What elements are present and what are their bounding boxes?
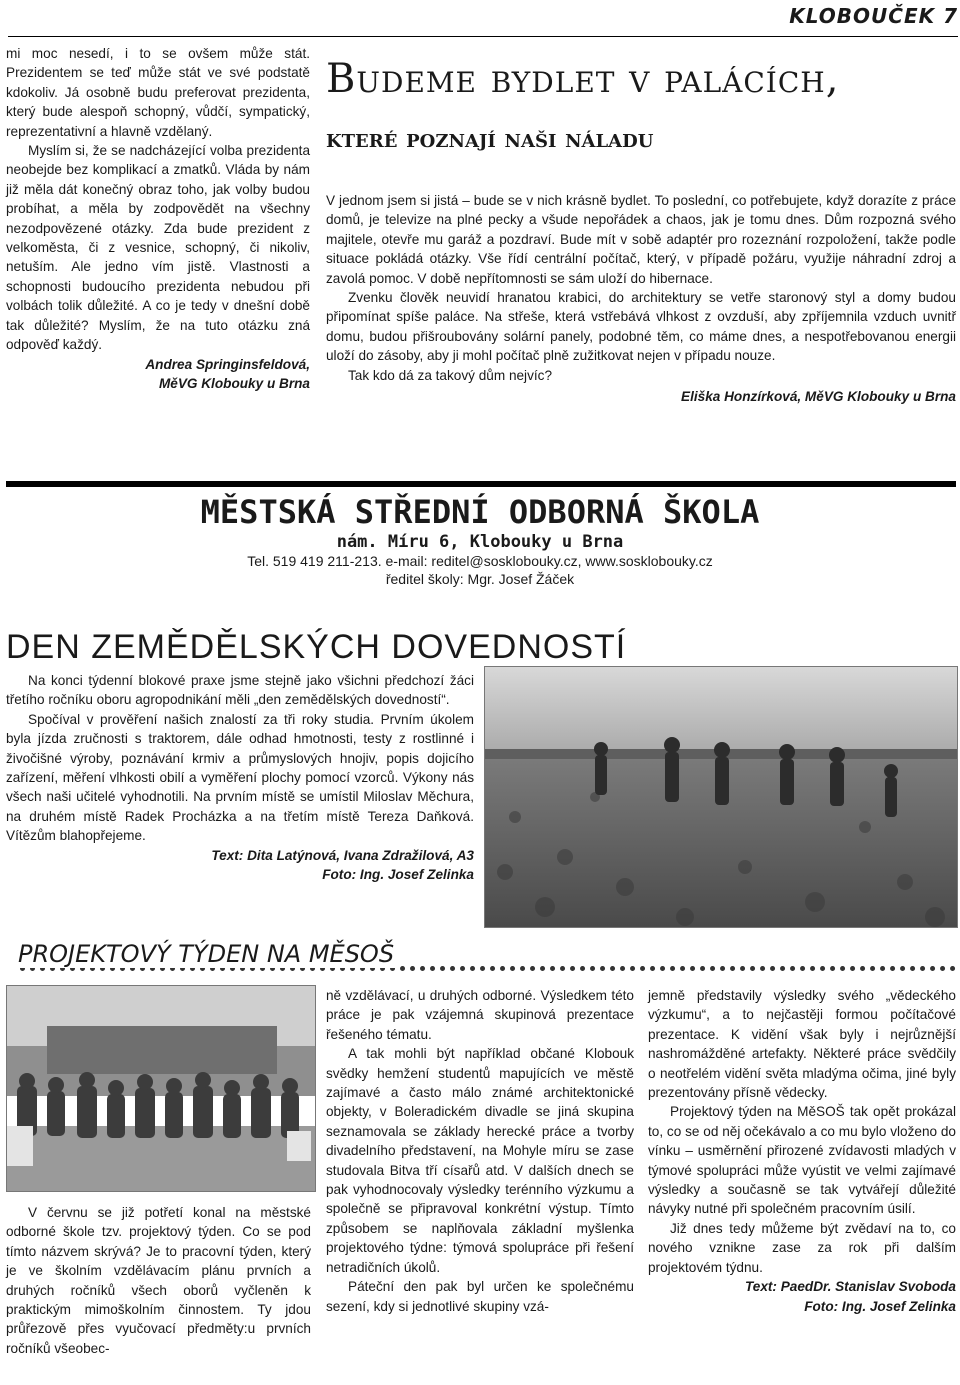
article-paragraph: Myslím si, že se nadcházející volba prezidenta neobejde bez komplikací a zmatků. Vláda by nám již měla dát konečný obraz toho, jak volby budou probíhat, a měla by zodpovědět na všechny nezodpovězené otázky. Zda bude prezident z velkoměsta, či z vesnice, schopný, či nikoliv, netuším. Ale jedno vím jistě. Vlastnosti a schopnosti budoucího prezidenta nebudou při volbách tolik důležité. A co je tedy v dnešní době tak důležité? Myslím, že na tuto otázku zná odpověď každý. [6, 143, 310, 353]
article-project-col3 [648, 986, 956, 1316]
article-paragraph: Spočíval v prověření našich znalostí za tři roky studia. Prvním úkolem byla jízda zručnosti s traktorem, dále odhad hmotnosti, testy z rostlinné i živočišné výroby, poznávání krmiv a průmyslových hnojiv, popis dojicího zařízení, měření vlhkosti obilí a vyměření plochy pomocí vzorců. Výkony nás všech naši učitelé vyhodnotili. Na prvním místě se umístil Miloslav Měchura, na druhém místě Radek Procházka a na třetím místě Tereza Daňková. Vítězům blahopřejeme. [6, 711, 474, 844]
field-work-photo [484, 666, 958, 928]
group-photo [6, 985, 316, 1192]
article-paragraph: V jednom jsem si jistá – bude se v nich krásně bydlet. To poslední, co potřebujete, když dorazíte z práce domů, je televize na plné pecky a všude nepořádek a chaos, jak je tomu dnes. Dům rozpozná svého majitele, otevře mu garáž a pozdraví. Bude mít v sobě adaptér pro rozeznání rozpoložení, takže podle situace pokládá otázky. Vše řídí centrální počítač, který, v případě požáru, využije náhradní zdroj a zavolá pomoc. V době nepřítomnosti se sám uloží do hibernace. [326, 193, 956, 286]
article-paragraph: Tak kdo dá za takový dům nejvíc? [348, 367, 553, 383]
article-paragraph: mi moc nesedí, i to se ovšem může stát. Prezidentem se teď může stát ve své podstatě kdokoliv. Já osobně budu preferovat prezidenta, který bude alespoň schopný, vůdčí, sympatický, reprezentativní a hlavně vzdělaný. [6, 46, 310, 139]
article-paragraph: Na konci týdenní blokové praxe jsme stejně jako všichni předchozí žáci třetího ročníku oboru agropodnikání měli „den zemědělských dovedností“. [6, 673, 474, 708]
article-paragraph: Zvenku člověk neuvidí hranatou krabici, do architektury se vetře staronový styl a domy budou připomínat spíše paláce. Na střeše, která vstřebává vlhkost z ovzduší, aby zpříjemnila vzduch uvnitř domu, budou přišroubovány solární panely, podobné těm, co máme dnes, a nespotřebovanou energii uloží do zásoby, aby ji mohl počítač plně zužitkovat nejen v případu nouze. [326, 290, 956, 364]
article-text-credit: Text: PaedDr. Stanislav Svoboda [744, 1279, 956, 1295]
school-name: MĚSTSKÁ STŘEDNÍ ODBORNÁ ŠKOLA [200, 493, 760, 531]
field-photo-image [485, 667, 957, 927]
article-palaces-body [326, 191, 956, 406]
article-photo-credit: Foto: Ing. Josef Zelinka [804, 1298, 956, 1314]
page-label: KLOBOUČEK 7 [789, 4, 958, 28]
article-skills-body [6, 671, 474, 884]
school-banner [0, 481, 960, 596]
school-contact: Tel. 519 419 211-213. e-mail: reditel@sosklobouky.cz, www.sosklobouky.cz [247, 553, 713, 569]
article-paragraph: jemně představily výsledky svého „vědeckého výzkumu“, a to nejčastěji formou počítačové prezentace. K vidění však byly i nejrůznější nashromážděné artefakty. Některé práce svědčily o neotřelém vidění světa mladýma očima, jiné byly prezentovány přísně vědecky. [648, 988, 956, 1101]
article-paragraph: ně vzdělávací, u druhých odborné. Výsledkem této práce je pak vzájemná skupinová prezentace řešeného tématu. [326, 988, 634, 1042]
school-director: ředitel školy: Mgr. Josef Žáček [385, 571, 575, 587]
article-skills-title: DEN ZEMĚDĚLSKÝCH DOVEDNOSTÍ [6, 628, 627, 666]
article-president-column [6, 44, 310, 393]
article-paragraph: Páteční den pak byl určen ke společnému sezení, kdy si jednotlivé skupiny vzá- [326, 1279, 634, 1314]
article-palaces-subtitle: které poznají naši náladu [326, 124, 654, 153]
banner-top-rule [6, 481, 956, 487]
page-header [8, 0, 958, 37]
article-paragraph: V červnu se již potřetí konal na městské odborné škole tzv. projektový týden. Co se pod tímto názvem skrývá? Je to pracovní týden, který je ve školním vzdělávacím plánu prvních a druhých ročníků všech oborů vyčleněn k praktickým mimoškolním činnostem. Ty jdou průřezově přes vyučovací předměty:u prvních ročníků všeobec- [6, 1205, 311, 1356]
article-paragraph: Projektový týden na MěSOŠ tak opět prokázal to, co se od něj očekávalo a co mu bylo vloženo do vínku – usměrnění přirozené zvídavosti mladých v týmové spolupráci může vyústit ve velmi zajímavé výsledky a současně se tak vytvářejí důležité návyky nutné při společném pracovním úsilí. [648, 1104, 956, 1217]
article-paragraph: Již dnes tedy můžeme být zvědaví na to, co nového vznikne zase za rok při dalším projektovém týdnu. [648, 1220, 956, 1275]
article-signature: Eliška Honzírková, MěVG Klobouky u Brna [681, 389, 956, 405]
article-palaces-title: Budeme bydlet v palácích, [326, 56, 840, 102]
article-project-col2 [326, 986, 634, 1316]
article-photo-credit: Foto: Ing. Josef Zelinka [322, 867, 474, 883]
article-text-credit: Text: Dita Latýnová, Ivana Zdražilová, A3 [211, 847, 474, 863]
article-project-col1 [6, 1203, 311, 1358]
group-photo-image [7, 986, 315, 1191]
article-author-school: MěVG Klobouky u Brna [158, 375, 310, 391]
article-author: Andrea Springinsfeldová, [145, 356, 310, 372]
school-address: nám. Míru 6, Klobouky u Brna [336, 532, 624, 552]
article-project-title: PROJEKTOVÝ TÝDEN NA MĚSOŠ [18, 940, 400, 968]
article-paragraph: A tak mohli být například občané Klobouk svědky hemžení studentů mapujících ve městě zajímavé a často málo známé architektonické objekty, v Boleradickém divadle se jiná skupina seznamovala se základy herecké práce a tvorby divadelního představení, na Mohyle míru se zase studovala Bitva tří císařů atd. V dalších dnech se pak vyhodnocovaly výsledky terénního výzkumu a společně se připravoval konkrétní výstup. Tímto způsobem se naplňovala základní myšlenka projektového týdne: týmová spolupráce při řešení netradičních úkolů. [326, 1046, 634, 1275]
